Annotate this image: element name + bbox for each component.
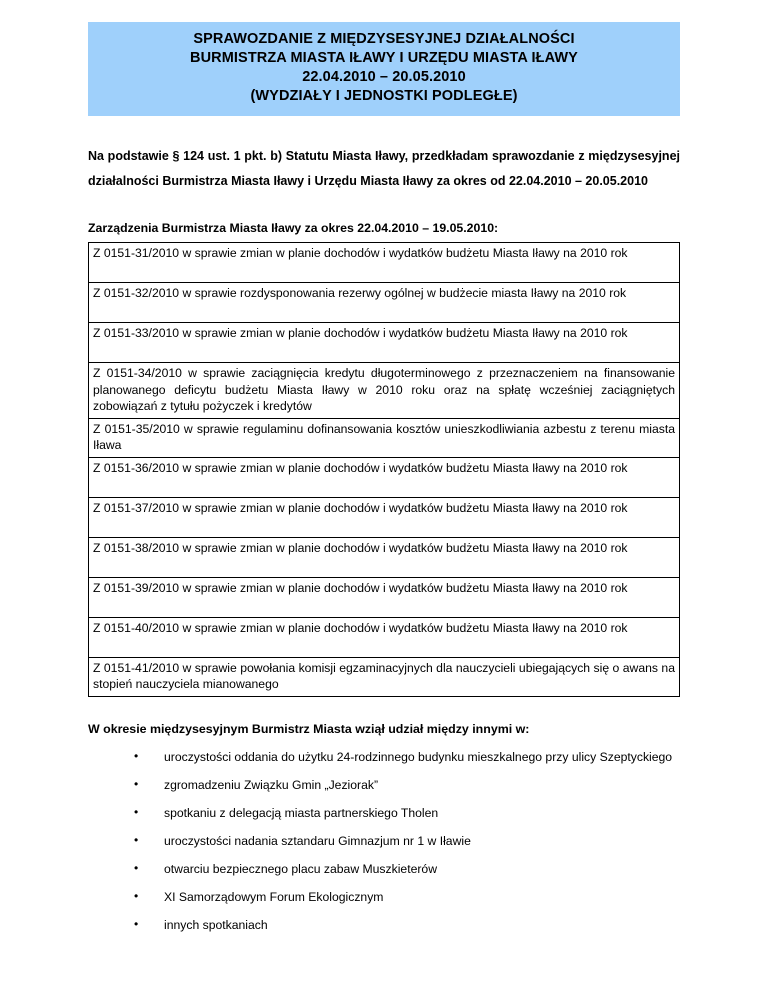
intro-paragraph: Na podstawie § 124 ust. 1 pkt. b) Statutu Miasta Iławy, przedkładam sprawozdanie z międzysesyjnej działalności Burmistrza Miasta Iławy i Urzędu Miasta Iławy za okres od 22.04.2010 – 20.05.2010 — [88, 149, 680, 188]
ordinance-cell: Z 0151-37/2010 w sprawie zmian w planie dochodów i wydatków budżetu Miasta Iławy na 2010 rok — [89, 497, 680, 537]
ordinance-cell: Z 0151-38/2010 w sprawie zmian w planie dochodów i wydatków budżetu Miasta Iławy na 2010 rok — [89, 537, 680, 577]
table-row — [89, 457, 680, 497]
ordinances-table — [88, 242, 680, 697]
ordinance-cell: Z 0151-39/2010 w sprawie zmian w planie dochodów i wydatków budżetu Miasta Iławy na 2010 rok — [89, 577, 680, 617]
ordinance-cell: Z 0151-32/2010 w sprawie rozdysponowania rezerwy ogólnej w budżecie miasta Iławy na 2010 rok — [89, 283, 680, 323]
table-row — [89, 243, 680, 283]
document-title-banner — [88, 22, 680, 116]
table-row — [89, 323, 680, 363]
list-item: • innych spotkaniach — [134, 917, 680, 945]
table-row — [89, 497, 680, 537]
list-item: • zgromadzeniu Związku Gmin „Jeziorak” — [134, 777, 680, 805]
list-item: • otwarciu bezpiecznego placu zabaw Muszkieterów — [134, 861, 680, 889]
ordinance-cell: Z 0151-41/2010 w sprawie powołania komisji egzaminacyjnych dla nauczycieli ubiegających się o awans na stopień nauczyciela mianowanego — [89, 657, 680, 696]
participation-list — [88, 749, 680, 945]
participation-heading: W okresie międzysesyjnym Burmistrz Miasta wziął udział między innymi w: — [88, 721, 530, 736]
ordinance-cell: Z 0151-35/2010 w sprawie regulaminu dofinansowania kosztów unieszkodliwiania azbestu z terenu miasta Iława — [89, 418, 680, 457]
list-item: • uroczystości nadania sztandaru Gimnazjum nr 1 w Iławie — [134, 833, 680, 861]
ordinance-cell: Z 0151-36/2010 w sprawie zmian w planie dochodów i wydatków budżetu Miasta Iławy na 2010 rok — [89, 457, 680, 497]
title-line-1: SPRAWOZDANIE Z MIĘDZYSESYJNEJ DZIAŁALNOŚCI — [193, 31, 575, 47]
title-line-2: BURMISTRZA MIASTA IŁAWY I URZĘDU MIASTA IŁAWY — [190, 50, 578, 66]
table-row — [89, 283, 680, 323]
table-row — [89, 577, 680, 617]
ordinance-cell: Z 0151-31/2010 w sprawie zmian w planie dochodów i wydatków budżetu Miasta Iławy na 2010 rok — [89, 243, 680, 283]
title-line-4: (WYDZIAŁY I JEDNOSTKI PODLEGŁE) — [250, 88, 518, 104]
table-row — [89, 363, 680, 419]
list-item: • uroczystości oddania do użytku 24-rodzinnego budynku mieszkalnego przy ulicy Szeptyckiego — [134, 749, 680, 777]
table-row — [89, 537, 680, 577]
list-item: • XI Samorządowym Forum Ekologicznym — [134, 889, 680, 917]
ordinances-heading: Zarządzenia Burmistrza Miasta Iławy za okres 22.04.2010 – 19.05.2010: — [88, 221, 499, 235]
ordinance-cell: Z 0151-33/2010 w sprawie zmian w planie dochodów i wydatków budżetu Miasta Iławy na 2010 rok — [89, 323, 680, 363]
list-item: • spotkaniu z delegacją miasta partnerskiego Tholen — [134, 805, 680, 833]
table-row — [89, 617, 680, 657]
table-row — [89, 657, 680, 696]
title-line-3: 22.04.2010 – 20.05.2010 — [302, 69, 466, 85]
ordinance-cell: Z 0151-40/2010 w sprawie zmian w planie dochodów i wydatków budżetu Miasta Iławy na 2010 rok — [89, 617, 680, 657]
table-row — [89, 418, 680, 457]
ordinance-cell: Z 0151-34/2010 w sprawie zaciągnięcia kredytu długoterminowego z przeznaczeniem na finansowanie planowanego deficytu budżetu Miasta Iławy w 2010 roku oraz na spłatę wcześniej zaciągniętych zobowiązań z tytułu pożyczek i kredytów — [89, 363, 680, 419]
